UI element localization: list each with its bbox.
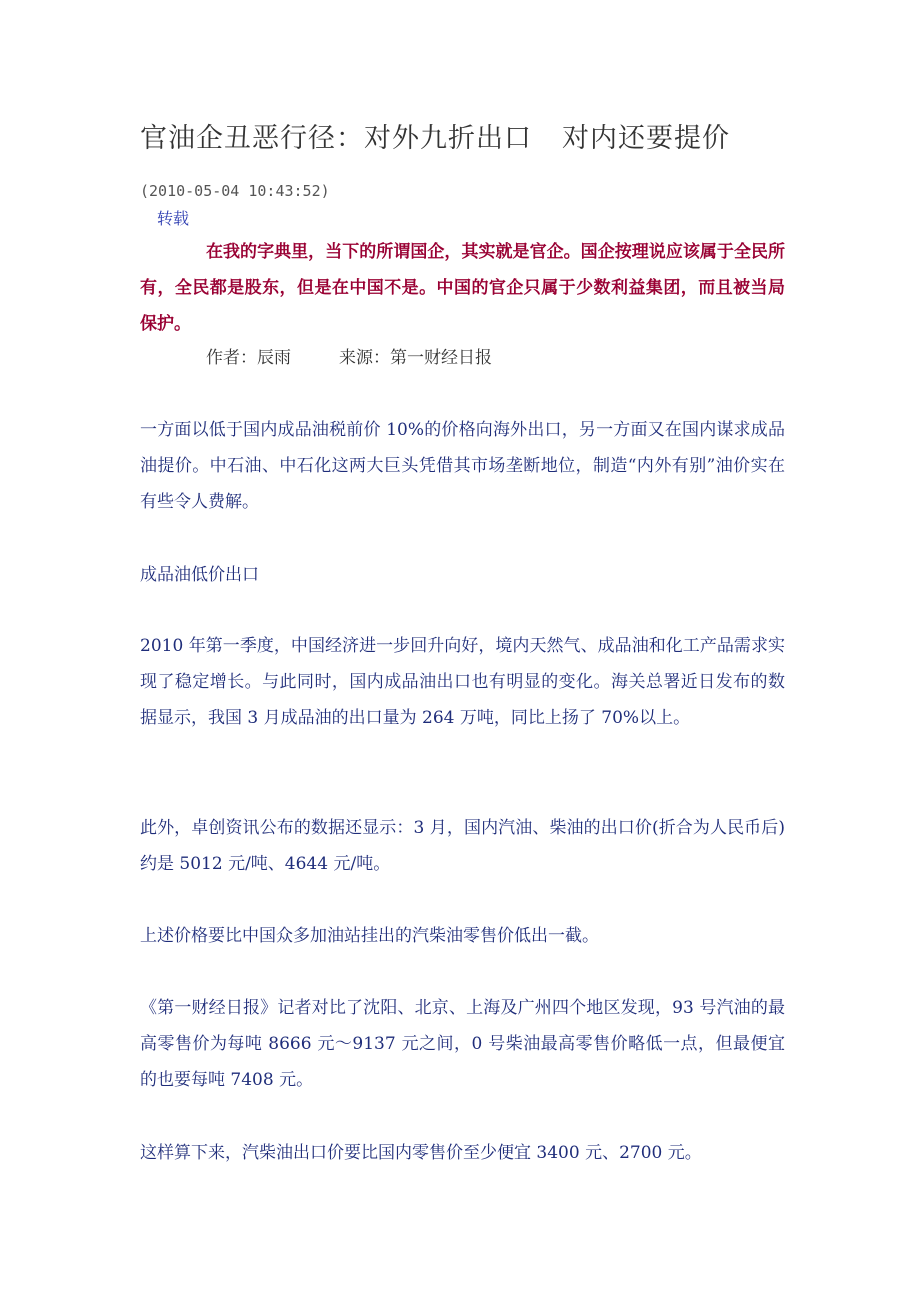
intro-paragraph: 在我的字典里，当下的所谓国企，其实就是官企。国企按理说应该属于全民所有，全民都是股东，但是在中国不是。中国的官企只属于少数利益集团，而且被当局保护。 — [140, 242, 785, 334]
title-part-1: 官油企丑恶行径：对外九折出口 — [140, 123, 532, 154]
body-paragraph-4: 上述价格要比中国众多加油站挂出的汽柴油零售价低出一截。 — [140, 926, 599, 946]
body-paragraph-3: 此外，卓创资讯公布的数据还显示：3 月，国内汽油、柴油的出口价(折合为人民币后)约是 5012 元/吨、4644 元/吨。 — [140, 818, 785, 874]
body-paragraph-1: 一方面以低于国内成品油税前价 10%的价格向海外出口，另一方面又在国内谋求成品油提价。中石油、中石化这两大巨头凭借其市场垄断地位，制造“内外有别”油价实在有些令人费解。 — [140, 420, 785, 512]
body-paragraph-6: 这样算下来，汽柴油出口价要比国内零售价至少便宜 3400 元、2700 元。 — [140, 1143, 702, 1163]
body-paragraph-2: 2010 年第一季度，中国经济进一步回升向好，境内天然气、成品油和化工产品需求实现了稳定增长。与此同时，国内成品油出口也有明显的变化。海关总署近日发布的数据显示，我国 3 月成品油的出口量为 264 万吨，同比上扬了 70%以上。 — [140, 636, 785, 728]
section-heading: 成品油低价出口 — [140, 565, 259, 585]
repost-link[interactable]: 转载 — [157, 209, 190, 228]
byline — [206, 343, 492, 368]
article-title — [140, 116, 730, 155]
source-label: 来源：第一财经日报 — [339, 348, 492, 368]
post-timestamp: (2010-05-04 10:43:52) — [140, 182, 330, 200]
title-part-2: 对内还要提价 — [562, 123, 730, 154]
body-paragraph-5: 《第一财经日报》记者对比了沈阳、北京、上海及广州四个地区发现，93 号汽油的最高零售价为每吨 8666 元～9137 元之间，0 号柴油最高零售价略低一点，但最便宜的也要每吨 7408 元。 — [140, 998, 785, 1090]
author-label: 作者：辰雨 — [206, 348, 291, 368]
